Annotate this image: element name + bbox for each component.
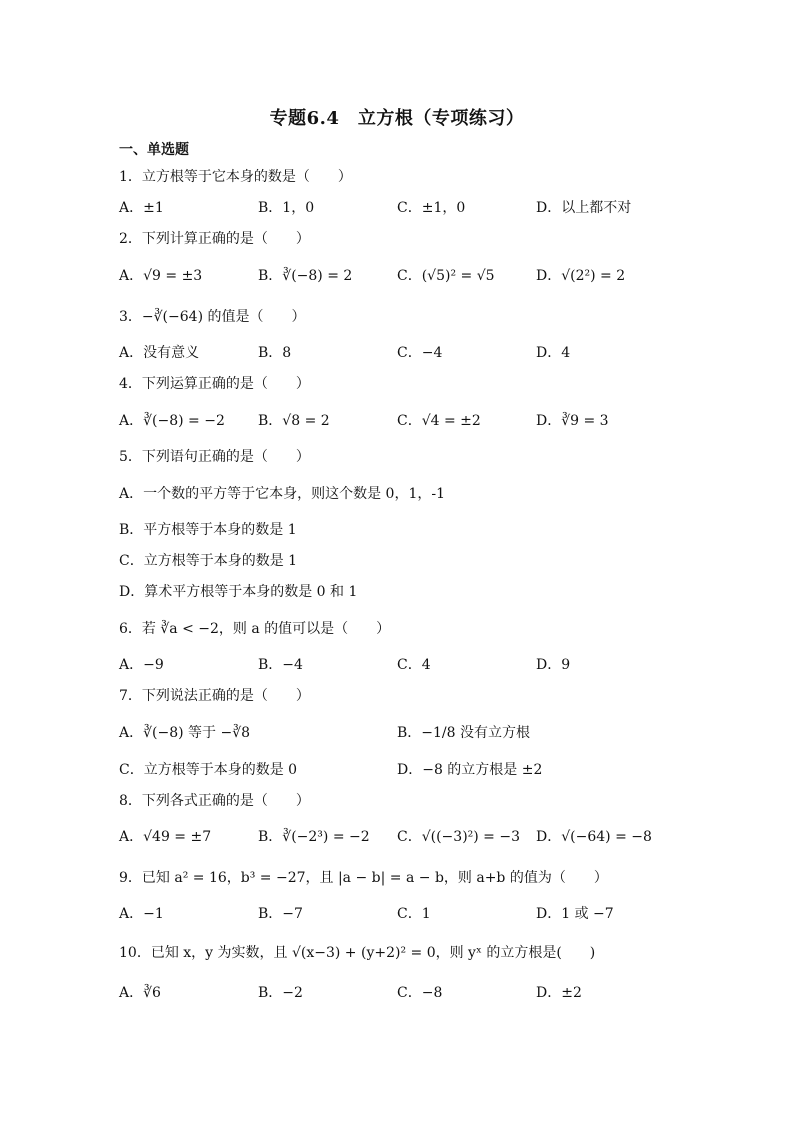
question-6-stem: 6．若 ∛a < −2，则 a 的值可以是（ ）	[119, 621, 391, 637]
option: D．4	[536, 345, 571, 361]
option: A．√49 = ±7	[119, 829, 212, 845]
option: C．(√5)² = √5	[397, 268, 495, 284]
option: A．−9	[119, 657, 164, 673]
option: C．√4 = ±2	[397, 413, 481, 429]
question-5-stem: 5．下列语句正确的是（ ）	[119, 449, 310, 465]
option: B．∛(−2³) = −2	[258, 829, 370, 845]
option: A．没有意义	[119, 345, 200, 361]
question-8-options	[0, 826, 794, 848]
question-4-options	[0, 410, 794, 432]
question-10-stem: 10．已知 x，y 为实数，且 √(x−3) + (y+2)² = 0，则 yˣ 的立方根是( )	[119, 945, 596, 961]
page-title: 专题6.4 立方根（专项练习）	[269, 108, 525, 129]
option: A．∛(−8) 等于 −∛8	[119, 725, 251, 741]
option: C．立方根等于本身的数是 0	[119, 762, 298, 778]
option: C．−4	[397, 345, 443, 361]
option: D．以上都不对	[536, 200, 632, 216]
option: C．−8	[397, 985, 443, 1001]
option: D．1 或 −7	[536, 906, 614, 922]
option: D．√(−64) = −8	[536, 829, 652, 845]
option: C．1	[397, 906, 431, 922]
option: D．算术平方根等于本身的数是 0 和 1	[119, 584, 358, 600]
option: A．±1	[119, 200, 164, 216]
question-4-stem: 4．下列运算正确的是（ ）	[119, 376, 310, 392]
option: C．4	[397, 657, 431, 673]
option: B．−2	[258, 985, 303, 1001]
question-7-options-row2	[0, 759, 794, 781]
question-10-options	[0, 982, 794, 1004]
option: B．平方根等于本身的数是 1	[119, 522, 297, 538]
option: B．∛(−8) = 2	[258, 268, 353, 284]
option: B．1，0	[258, 200, 315, 216]
question-2-options	[0, 265, 794, 287]
option: C．立方根等于本身的数是 1	[119, 553, 298, 569]
question-9-stem: 9．已知 a² = 16，b³ = −27，且 |a − b| = a − b，则 a+b 的值为（ ）	[119, 870, 608, 886]
question-3-options	[0, 342, 794, 364]
section-heading: 一、单选题	[119, 142, 189, 158]
question-3-stem: 3．−∛(−64) 的值是（ ）	[119, 309, 306, 325]
option: B．−4	[258, 657, 303, 673]
question-2-stem: 2．下列计算正确的是（ ）	[119, 231, 310, 247]
option: C．√((−3)²) = −3	[397, 829, 520, 845]
option: D．−8 的立方根是 ±2	[397, 762, 543, 778]
question-1-options	[0, 197, 794, 219]
option: B．−1/8 没有立方根	[397, 725, 530, 741]
option: D．±2	[536, 985, 582, 1001]
question-8-stem: 8．下列各式正确的是（ ）	[119, 793, 310, 809]
option: A．∛6	[119, 985, 161, 1001]
option: C．±1，0	[397, 200, 466, 216]
option: D．9	[536, 657, 571, 673]
option: A．∛(−8) = −2	[119, 413, 225, 429]
question-7-options-row1	[0, 722, 794, 744]
option: A．√9 = ±3	[119, 268, 203, 284]
option: B．−7	[258, 906, 303, 922]
question-1-stem: 1．立方根等于它本身的数是（ ）	[119, 169, 352, 185]
option: A．一个数的平方等于它本身，则这个数是 0，1，-1	[119, 486, 446, 502]
question-6-options	[0, 654, 794, 676]
option: D．√(2²) = 2	[536, 268, 626, 284]
question-9-options	[0, 903, 794, 925]
option: A．−1	[119, 906, 164, 922]
question-7-stem: 7．下列说法正确的是（ ）	[119, 688, 310, 704]
option: B．8	[258, 345, 292, 361]
option: B．√8 = 2	[258, 413, 330, 429]
option: D．∛9 = 3	[536, 413, 609, 429]
